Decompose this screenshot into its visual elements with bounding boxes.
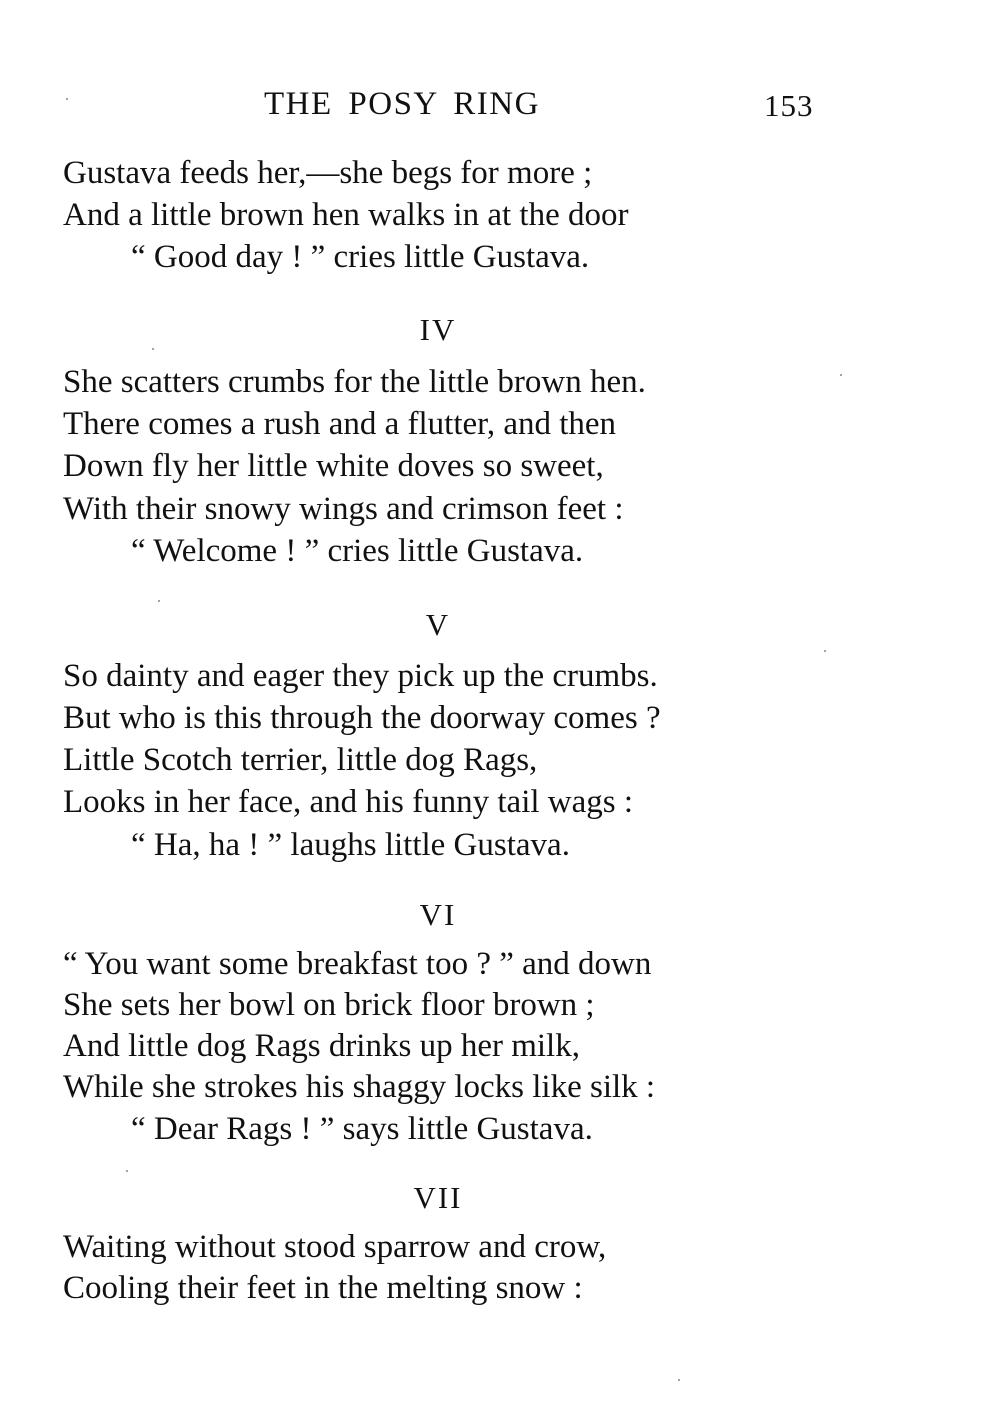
- refrain-line: “ Ha, ha ! ” laughs little Gustava.: [131, 827, 570, 863]
- scan-speck: [66, 98, 68, 100]
- scan-speck: [158, 600, 160, 602]
- poem-line: “ You want some breakfast too ? ” and down: [63, 946, 652, 982]
- scan-speck: [824, 650, 826, 652]
- running-head: [0, 86, 1000, 130]
- poem-line: Down fly her little white doves so sweet,: [63, 448, 604, 484]
- stanza-numeral: IV: [419, 312, 457, 347]
- poem-line: But who is this through the doorway comes ?: [63, 700, 661, 736]
- scan-speck: [840, 374, 842, 376]
- poem-line: Cooling their feet in the melting snow :: [63, 1270, 583, 1306]
- scan-speck: [152, 348, 154, 350]
- poem-line: And a little brown hen walks in at the door: [63, 197, 629, 233]
- refrain-line: “ Dear Rags ! ” says little Gustava.: [131, 1111, 593, 1147]
- poem-line: With their snowy wings and crimson feet :: [63, 491, 624, 527]
- poem-line: She sets her bowl on brick floor brown ;: [63, 987, 595, 1023]
- scan-speck: [126, 1170, 128, 1172]
- poem-line: Gustava feeds her,—she begs for more ;: [63, 155, 593, 191]
- poem-line: Little Scotch terrier, little dog Rags,: [63, 742, 538, 778]
- scan-speck: [678, 1379, 680, 1381]
- poem-line: While she strokes his shaggy locks like silk :: [63, 1069, 656, 1105]
- poem-line: So dainty and eager they pick up the crumbs.: [63, 658, 658, 694]
- running-title: THE POSY RING: [264, 86, 540, 122]
- stanza-numeral: VII: [413, 1180, 463, 1215]
- refrain-line: “ Good day ! ” cries little Gustava.: [131, 239, 590, 275]
- poem-line: And little dog Rags drinks up her milk,: [63, 1028, 580, 1064]
- poem-line: She scatters crumbs for the little brown hen.: [63, 364, 646, 400]
- stanza-numeral: VI: [419, 897, 457, 932]
- poem-line: There comes a rush and a flutter, and then: [63, 406, 617, 442]
- poem-line: Looks in her face, and his funny tail wags :: [63, 784, 634, 820]
- poem-line: Waiting without stood sparrow and crow,: [63, 1229, 607, 1265]
- page-number: 153: [764, 88, 814, 123]
- stanza-numeral: V: [425, 607, 451, 642]
- refrain-line: “ Welcome ! ” cries little Gustava.: [131, 533, 584, 569]
